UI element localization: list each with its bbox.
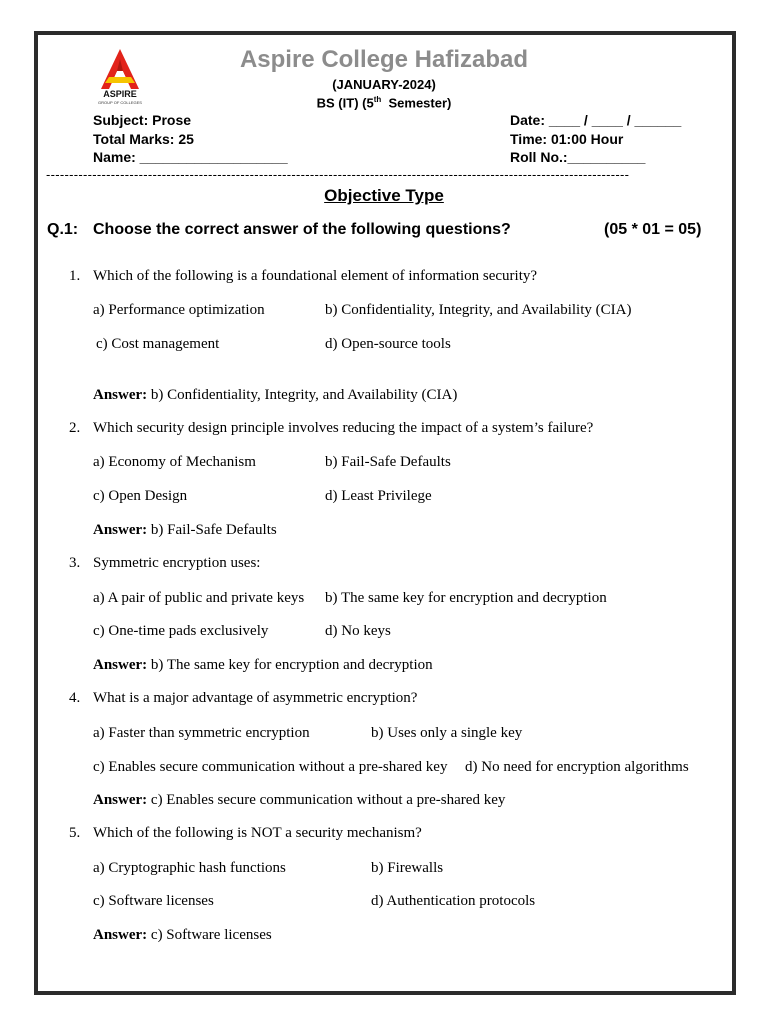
roll-field: Roll No.:__________ (510, 149, 646, 165)
q2-text: Which security design principle involves reducing the impact of a system’s failure? (93, 420, 594, 436)
q3-number: 3. (69, 555, 81, 571)
q3-option-d: d) No keys (325, 623, 391, 639)
answer-label: Answer: (93, 657, 148, 673)
q3-answer-text: b) The same key for encryption and decryption (150, 657, 433, 673)
q3-text: Symmetric encryption uses: (93, 555, 261, 571)
q2-number: 2. (69, 420, 81, 436)
answer-label: Answer: (93, 927, 148, 943)
q4-number: 4. (69, 690, 81, 706)
q5-answer-text: c) Software licenses (150, 927, 272, 943)
question-instruction: Choose the correct answer of the following questions? (93, 221, 511, 238)
q1-answer (93, 387, 457, 404)
logo-subtext: GROUP OF COLLEGES (98, 100, 142, 105)
program-line (0, 95, 768, 110)
q3-answer (93, 657, 433, 674)
college-name: Aspire College Hafizabad (239, 46, 529, 73)
q4-option-d: d) No need for encryption algorithms (465, 759, 689, 775)
q3-option-b: b) The same key for encryption and decryption (325, 590, 607, 606)
program-prefix: BS (IT) (5 (316, 95, 374, 111)
time-field: Time: 01:00 Hour (510, 131, 624, 147)
q5-text: Which of the following is NOT a security mechanism? (93, 825, 422, 841)
exam-session: (JANUARY-2024) (332, 77, 436, 92)
q4-answer-text: c) Enables secure communication without a pre-shared key (150, 792, 506, 808)
q2-option-b: b) Fail-Safe Defaults (325, 454, 451, 470)
q4-answer (93, 792, 505, 809)
q1-answer-text: b) Confidentiality, Integrity, and Availability (CIA) (150, 387, 458, 403)
q2-option-a: a) Economy of Mechanism (93, 454, 256, 470)
q2-answer-text: b) Fail-Safe Defaults (150, 522, 277, 538)
subject-field: Subject: Prose (93, 112, 192, 128)
date-field: Date: ____ / ____ / ______ (510, 112, 682, 128)
q5-option-a: a) Cryptographic hash functions (93, 860, 286, 876)
answer-label: Answer: (93, 792, 148, 808)
total-marks-field: Total Marks: 25 (93, 131, 194, 147)
logo-text: ASPIRE (103, 89, 137, 99)
answer-label: Answer: (93, 522, 148, 538)
q1-text: Which of the following is a foundational element of information security? (93, 268, 538, 284)
q4-option-c: c) Enables secure communication without a pre-shared key (93, 759, 448, 775)
q5-option-b: b) Firewalls (371, 860, 444, 876)
section-title: Objective Type (324, 186, 444, 205)
q2-answer (93, 522, 277, 539)
answer-label: Answer: (93, 387, 148, 403)
program-sup: th (373, 95, 382, 104)
q2-option-c: c) Open Design (93, 488, 188, 504)
name-field: Name: ___________________ (93, 149, 288, 165)
q3-option-c: c) One-time pads exclusively (93, 623, 269, 639)
question-marks: (05 * 01 = 05) (604, 221, 702, 238)
q5-answer (93, 927, 272, 944)
q4-option-a: a) Faster than symmetric encryption (93, 725, 310, 741)
q4-text: What is a major advantage of asymmetric encryption? (93, 690, 418, 706)
q5-option-c: c) Software licenses (93, 893, 214, 909)
q4-option-b: b) Uses only a single key (371, 725, 523, 741)
q1-number: 1. (69, 268, 81, 284)
q5-option-d: d) Authentication protocols (371, 893, 536, 909)
q3-option-a: a) A pair of public and private keys (93, 590, 305, 606)
q1-option-b: b) Confidentiality, Integrity, and Availability (CIA) (325, 302, 632, 318)
program-suffix: Semester) (381, 95, 452, 111)
q2-option-d: d) Least Privilege (325, 488, 432, 504)
separator-line: ------------------------------------------------------------------------------------------------------------------------------ (46, 167, 630, 182)
q1-option-c: c) Cost management (96, 336, 220, 352)
question-number: Q.1: (47, 221, 79, 238)
q1-option-a: a) Performance optimization (93, 302, 265, 318)
q1-option-d: d) Open-source tools (325, 336, 451, 352)
q5-number: 5. (69, 825, 81, 841)
